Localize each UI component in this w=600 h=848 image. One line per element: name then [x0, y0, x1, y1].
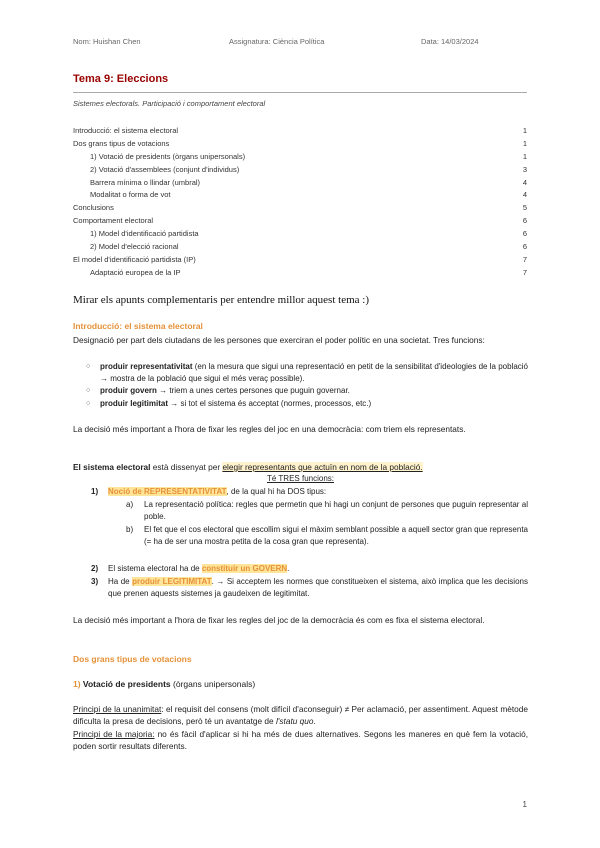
- underlined-highlight: elegir representants que actuïn en nom de la població.: [222, 462, 423, 472]
- intro-paragraph-3: [73, 461, 528, 473]
- toc-entry[interactable]: [73, 241, 527, 254]
- toc-entry[interactable]: [73, 164, 527, 177]
- header-subject: Assignatura: Ciència Política: [229, 37, 325, 46]
- inline-text: no és fàcil d'aplicar si hi ha més de dues alternatives. Segons les maneres en què fem la votació, poden sortir resultats diferents.: [73, 729, 528, 752]
- toc-entry[interactable]: [73, 254, 527, 267]
- highlighted-term: constituir un GOVERN: [201, 564, 288, 573]
- subsection-number: 1): [73, 679, 81, 689]
- toc-entry-label: Adaptació europea de la IP: [90, 267, 181, 277]
- bullet-circle-icon: ○: [86, 387, 91, 394]
- inline-text: : el requisit del consens (molt difícil d'aconseguir) ≠ Per aclamació, per assentiment. Aquest mètode dificulta la presa de decisions, però té un avantatge de: [73, 704, 528, 727]
- underlined-term: Principi de la unanimitat: [73, 704, 162, 714]
- bullet-circle-icon: ○: [86, 363, 91, 370]
- inline-text: El sistema electoral ha de: [108, 564, 202, 573]
- bullet-text: → si tot el sistema és acceptat (normes, processos, etc.): [168, 399, 372, 408]
- toc-entry-page: 4: [522, 177, 527, 187]
- list-marker: 1): [91, 487, 99, 496]
- toc-entry-label: Barrera mínima o llindar (umbral): [90, 177, 201, 187]
- toc-entry-page: 1: [522, 138, 527, 148]
- bullet-text: (en la mesura que sigui una representació en petit de la sensibilitat d'ideologies de la població → mostra de la població que sigui el més veraç possible).: [100, 362, 529, 384]
- list-marker: 2): [91, 564, 99, 573]
- bullet-text: → triem a unes certes persones que puguin governar.: [156, 386, 350, 395]
- highlighted-term: produir LEGITIMITAT: [132, 577, 212, 586]
- table-of-contents: [73, 125, 527, 280]
- subsection-detail: (òrgans unipersonals): [170, 679, 256, 689]
- toc-entry[interactable]: [73, 151, 527, 164]
- toc-entry-label: 1) Votació de presidents (òrgans unipersonals): [90, 151, 246, 161]
- bullet-bold: produir govern: [100, 386, 157, 395]
- title-divider: [73, 92, 527, 93]
- toc-entry[interactable]: [73, 215, 527, 228]
- subsection-heading: [73, 678, 528, 690]
- toc-entry-label: 2) Votació d'assemblees (conjunt d'individus): [90, 164, 240, 174]
- toc-entry-page: 6: [522, 242, 527, 252]
- toc-entry-page: 5: [522, 203, 527, 213]
- page-title: Tema 9: Eleccions: [73, 73, 169, 85]
- inline-text: . → Si acceptem les normes que constitueixen el sistema, això implica que les decisions que prenen aquests sistemes ja gaudeixen de legitimitat.: [108, 577, 528, 599]
- toc-entry-page: 1: [522, 126, 527, 135]
- toc-entry-label: Dos grans tipus de votacions: [73, 138, 170, 148]
- toc-entry[interactable]: [73, 189, 527, 202]
- inline-text: .: [313, 716, 316, 727]
- toc-entry[interactable]: [73, 138, 527, 151]
- italic-term: l'statu quo: [275, 716, 314, 727]
- intro-paragraph-2: La decisió més important a l'hora de fixar les regles del joc en una democràcia: com triem els representats.: [73, 424, 466, 434]
- header-name: Nom: Huishan Chen: [73, 37, 141, 46]
- inline-text: Ha de: [108, 577, 133, 586]
- toc-entry-page: 1: [522, 151, 527, 161]
- bullet-circle-icon: ○: [86, 400, 91, 407]
- subsection-title: Votació de presidents: [80, 679, 171, 689]
- bullet-bold: produir legitimitat: [100, 399, 168, 408]
- toc-entry[interactable]: [73, 202, 527, 215]
- toc-entry-page: 4: [522, 190, 527, 200]
- toc-entry[interactable]: [73, 125, 527, 138]
- page-subtitle: Sistemes electorals. Participació i comportament electoral: [73, 99, 266, 108]
- functions-label: Té TRES funcions:: [267, 474, 334, 483]
- inline-text: està dissenyat per: [150, 462, 223, 472]
- toc-entry-label: Conclusions: [73, 203, 114, 213]
- toc-entry-page: 7: [522, 267, 527, 277]
- toc-entry-page: 6: [522, 216, 527, 226]
- inline-text: , de la qual hi ha DOS tipus:: [226, 487, 327, 496]
- toc-entry-label: 1) Model d'identificació partidista: [90, 229, 199, 239]
- section2-paragraph-2: [73, 728, 528, 753]
- section-heading-votacions: Dos grans tipus de votacions: [73, 654, 192, 664]
- toc-entry-page: 3: [522, 164, 527, 174]
- toc-entry[interactable]: [73, 267, 527, 280]
- toc-entry-label: 2) Model d'elecció racional: [90, 242, 179, 252]
- toc-entry[interactable]: [73, 177, 527, 190]
- list-marker: a): [126, 500, 134, 509]
- toc-entry-label: Introducció: el sistema electoral: [73, 126, 179, 135]
- toc-entry-page: 7: [522, 254, 527, 264]
- section-heading-intro: Introducció: el sistema electoral: [73, 321, 203, 331]
- toc-entry-label: Comportament electoral: [73, 216, 154, 226]
- toc-entry-label: El model d'identificació partidista (IP): [73, 254, 196, 264]
- list-marker: b): [126, 525, 134, 534]
- note-line: Mirar els apunts complementaris per entendre millor aquest tema :): [73, 294, 369, 306]
- bold-term: El sistema electoral: [73, 462, 151, 472]
- sub-item-text: El fet que el cos electoral que escollim sigui el màxim semblant possible a aquell sector gran que representa (= ha de ser una mostra petita de la cosa gran que representa).: [144, 525, 528, 547]
- bullet-bold: produir representativitat: [100, 362, 193, 371]
- intro-paragraph-4: La decisió més important a l'hora de fixar les regles del joc de la democràcia és com es fixa el sistema electoral.: [73, 615, 485, 625]
- list-marker: 3): [91, 577, 99, 586]
- sub-item-text: La representació política: regles que permetin que hi hagi un conjunt de persones que puguin representar al poble.: [144, 500, 528, 522]
- toc-entry-label: Modalitat o forma de vot: [90, 190, 171, 200]
- inline-text: .: [287, 564, 290, 573]
- highlighted-term: Noció de REPRESENTATIVITAT: [108, 487, 227, 496]
- toc-entry-page: 6: [522, 229, 527, 239]
- page-number: 1: [522, 800, 527, 809]
- intro-paragraph-1: Designació per part dels ciutadans de les persones que exerciran el poder polític en una societat. Tres funcions:: [73, 335, 485, 345]
- header-date: Data: 14/03/2024: [421, 37, 479, 46]
- section2-paragraph-1: [73, 703, 528, 728]
- toc-entry[interactable]: [73, 228, 527, 241]
- underlined-term: Principi de la majoria:: [73, 729, 155, 739]
